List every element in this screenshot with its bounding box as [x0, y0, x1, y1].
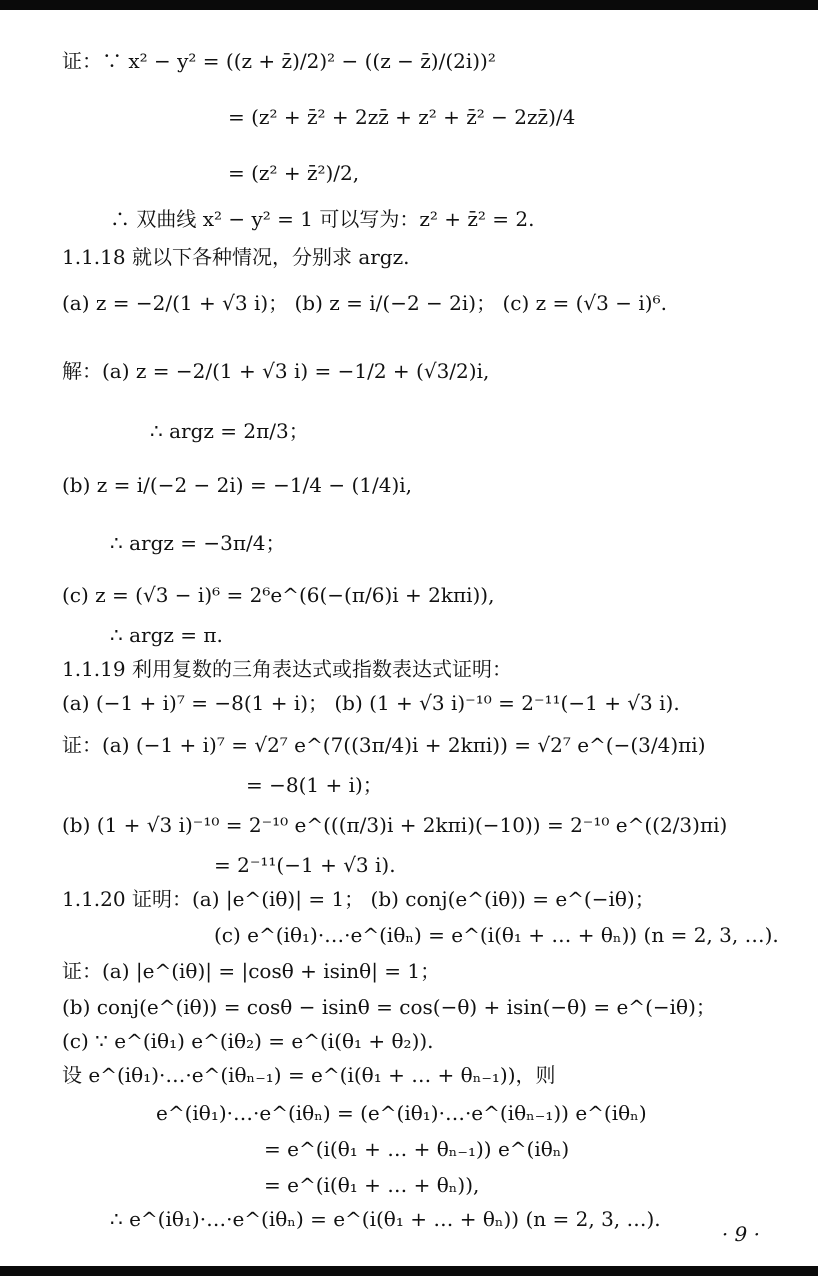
document-page [0, 10, 818, 1266]
proof-20-b: (b) conj(e^(iθ)) = cosθ − isinθ = cos(−θ) + isin(−θ) = e^(−iθ)； [62, 995, 716, 1019]
proof-19-a-result: = −8(1 + i)； [246, 773, 383, 797]
solution-b: (b) z = i/(−2 − 2i) = −1/4 − (1/4)i, [62, 473, 413, 497]
solution-c: (c) z = (√3 − i)⁶ = 2⁶e^(6(−(π/6)i + 2kπi)), [62, 583, 495, 607]
bottom-border [0, 1266, 818, 1276]
problem-1-1-19-parts: (a) (−1 + i)⁷ = −8(1 + i)； (b) (1 + √3 i)⁻¹⁰ = 2⁻¹¹(−1 + √3 i). [62, 691, 680, 715]
solution-c-arg: ∴ argz = π. [110, 623, 223, 647]
problem-1-1-18: 1.1.18 就以下各种情况，分别求 argz. [62, 245, 410, 269]
problem-1-1-18-cases: (a) z = −2/(1 + √3 i)； (b) z = i/(−2 − 2i)； (c) z = (√3 − i)⁶. [62, 291, 667, 315]
conclusion-hyperbola: ∴ 双曲线 x² − y² = 1 可以写为：z² + z̄² = 2. [110, 207, 535, 231]
proof-line-3: = (z² + z̄²)/2, [228, 161, 360, 185]
proof-20-a: 证：(a) |e^(iθ)| = |cosθ + isinθ| = 1； [62, 959, 441, 983]
proof-19-b-result: = 2⁻¹¹(−1 + √3 i). [214, 853, 396, 877]
proof-20-c: (c) ∵ e^(iθ₁) e^(iθ₂) = e^(i(θ₁ + θ₂)). [62, 1029, 434, 1053]
induction-step-1: e^(iθ₁)·…·e^(iθₙ) = (e^(iθ₁)·…·e^(iθₙ₋₁)) e^(iθₙ) [156, 1101, 647, 1125]
proof-19-a: 证：(a) (−1 + i)⁷ = √2⁷ e^(7((3π/4)i + 2kπi)) = √2⁷ e^(−(3/4)πi) [62, 733, 706, 757]
top-border [0, 0, 818, 10]
induction-assumption: 设 e^(iθ₁)·…·e^(iθₙ₋₁) = e^(i(θ₁ + … + θₙ₋₁))，则 [62, 1063, 556, 1087]
induction-conclusion: ∴ e^(iθ₁)·…·e^(iθₙ) = e^(i(θ₁ + … + θₙ)) (n = 2, 3, …). [110, 1207, 661, 1231]
proof-line-2: = (z² + z̄² + 2zz̄ + z² + z̄² − 2zz̄)/4 [228, 105, 576, 129]
solution-a: 解：(a) z = −2/(1 + √3 i) = −1/2 + (√3/2)i, [62, 359, 490, 383]
problem-1-1-19: 1.1.19 利用复数的三角表达式或指数表达式证明： [62, 657, 512, 681]
solution-a-arg: ∴ argz = 2π/3； [150, 419, 309, 443]
induction-step-3: = e^(i(θ₁ + … + θₙ)), [264, 1173, 480, 1197]
solution-b-arg: ∴ argz = −3π/4； [110, 531, 286, 555]
problem-1-1-20-c: (c) e^(iθ₁)·…·e^(iθₙ) = e^(i(θ₁ + … + θₙ)) (n = 2, 3, …). [214, 923, 779, 947]
page-number: · 9 · [721, 1222, 760, 1246]
proof-19-b: (b) (1 + √3 i)⁻¹⁰ = 2⁻¹⁰ e^(((π/3)i + 2kπi)(−10)) = 2⁻¹⁰ e^((2/3)πi) [62, 813, 728, 837]
induction-step-2: = e^(i(θ₁ + … + θₙ₋₁)) e^(iθₙ) [264, 1137, 570, 1161]
proof-line-1: 证：∵ x² − y² = ((z + z̄)/2)² − ((z − z̄)/(2i))² [62, 49, 496, 73]
problem-1-1-20: 1.1.20 证明：(a) |e^(iθ)| = 1； (b) conj(e^(iθ)) = e^(−iθ)； [62, 887, 655, 911]
